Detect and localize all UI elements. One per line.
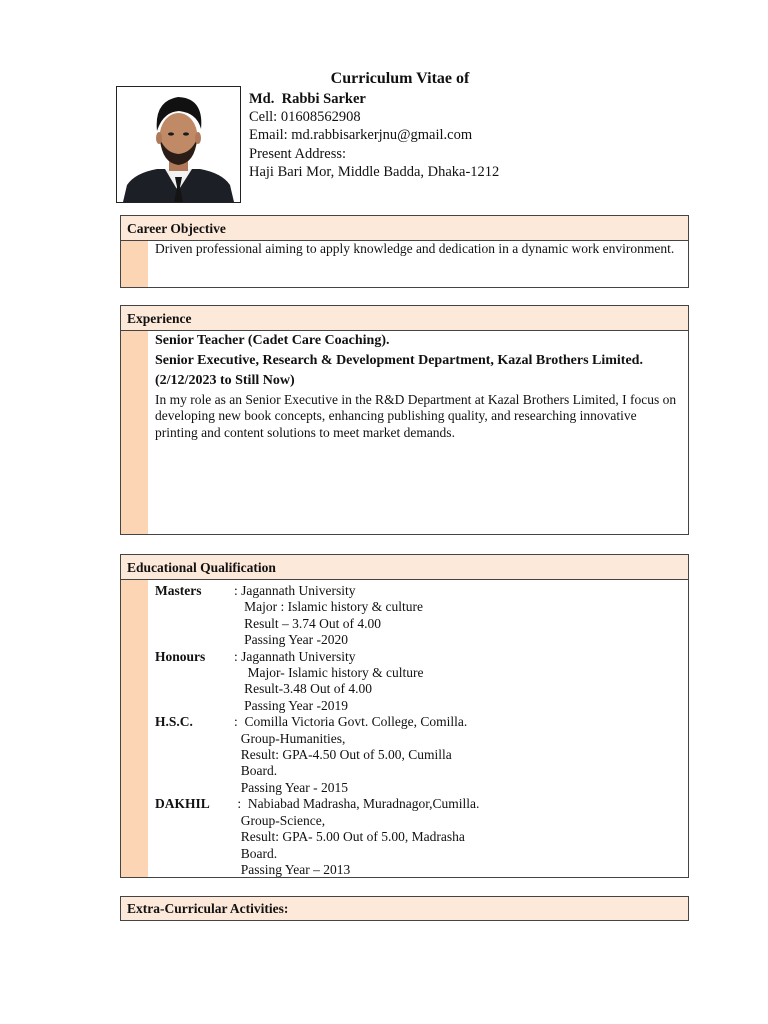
education-entry <box>155 714 680 796</box>
address-text: Haji Bari Mor, Middle Badda, Dhaka-1212 <box>249 163 500 180</box>
degree-detail-line: Passing Year -2020 <box>234 632 349 648</box>
section-heading: Extra-Curricular Activities: <box>121 897 688 920</box>
degree-detail-line: Group-Science, <box>234 812 326 828</box>
degree-detail-line: Passing Year - 2015 <box>234 779 349 795</box>
job-title: Senior Executive, Research & Development Department, Kazal Brothers Limited. (2/12/2023 to Still Now) <box>155 353 643 388</box>
degree-detail-line: Passing Year -2019 <box>234 697 349 713</box>
education-entry <box>155 649 680 715</box>
section-heading: Educational Qualification <box>121 555 688 580</box>
objective-text: Driven professional aiming to apply knowledge and dedication in a dynamic work environment. <box>155 241 675 256</box>
section-body <box>121 580 688 877</box>
degree-details <box>234 649 680 715</box>
degree-details <box>234 796 680 878</box>
degree-detail-line: Board. <box>234 845 278 861</box>
section-heading: Career Objective <box>121 216 688 241</box>
degree-detail-line: Result: GPA-4.50 Out of 5.00, Cumilla <box>234 747 452 763</box>
page-title: Curriculum Vitae of <box>330 70 470 87</box>
person-portrait-icon <box>117 87 240 202</box>
address-label: Present Address: <box>249 145 347 162</box>
degree-detail-line: : Jagannath University <box>234 583 356 598</box>
job-title: Senior Teacher (Cadet Care Coaching). <box>155 333 390 348</box>
degree-label: DAKHIL <box>155 796 210 812</box>
education-section <box>120 554 689 878</box>
degree-detail-line: : Nabiabad Madrasha, Muradnagor,Cumilla. <box>234 796 480 812</box>
degree-label: H.S.C. <box>155 714 193 730</box>
section-heading: Experience <box>121 306 688 331</box>
profile-photo <box>116 86 241 203</box>
career-objective-section <box>120 215 689 288</box>
degree-detail-line: Result-3.48 Out of 4.00 <box>234 681 372 697</box>
section-body <box>121 331 688 534</box>
degree-detail-line: Result: GPA- 5.00 Out of 5.00, Madrasha <box>234 829 465 845</box>
degree-label: Masters <box>155 583 202 598</box>
degree-detail-line: : Jagannath University <box>234 648 356 664</box>
side-bar <box>121 580 148 877</box>
contact-block <box>249 90 499 181</box>
degree-detail-line: Result – 3.74 Out of 4.00 <box>234 615 381 631</box>
degree-label: Honours <box>155 648 206 664</box>
degree-detail-line: Major- Islamic history & culture <box>234 665 424 681</box>
section-body <box>121 241 688 287</box>
degree-details <box>234 714 680 796</box>
education-list <box>155 580 680 878</box>
extracurricular-section <box>120 896 689 921</box>
degree-details <box>234 583 680 649</box>
candidate-name: Md. Rabbi Sarker <box>249 91 366 107</box>
cell-number: Cell: 01608562908 <box>249 109 361 126</box>
education-entry <box>155 583 680 649</box>
education-entry <box>155 796 680 878</box>
degree-detail-line: Board. <box>234 763 278 779</box>
degree-detail-line: Major : Islamic history & culture <box>234 599 423 615</box>
degree-detail-line: Passing Year – 2013 <box>234 861 351 877</box>
side-bar <box>121 241 148 287</box>
email-address: Email: md.rabbisarkerjnu@gmail.com <box>249 127 473 144</box>
degree-detail-line: : Comilla Victoria Govt. College, Comilla. <box>234 714 468 730</box>
side-bar <box>121 331 148 534</box>
degree-detail-line: Group-Humanities, <box>234 730 346 746</box>
job-description: In my role as an Senior Executive in the R&D Department at Kazal Brothers Limited, I focus on developing new book concepts, enhancing publishing quality, and researching innovative printing and content solutions to meet market demands. <box>155 392 677 440</box>
experience-section <box>120 305 689 535</box>
